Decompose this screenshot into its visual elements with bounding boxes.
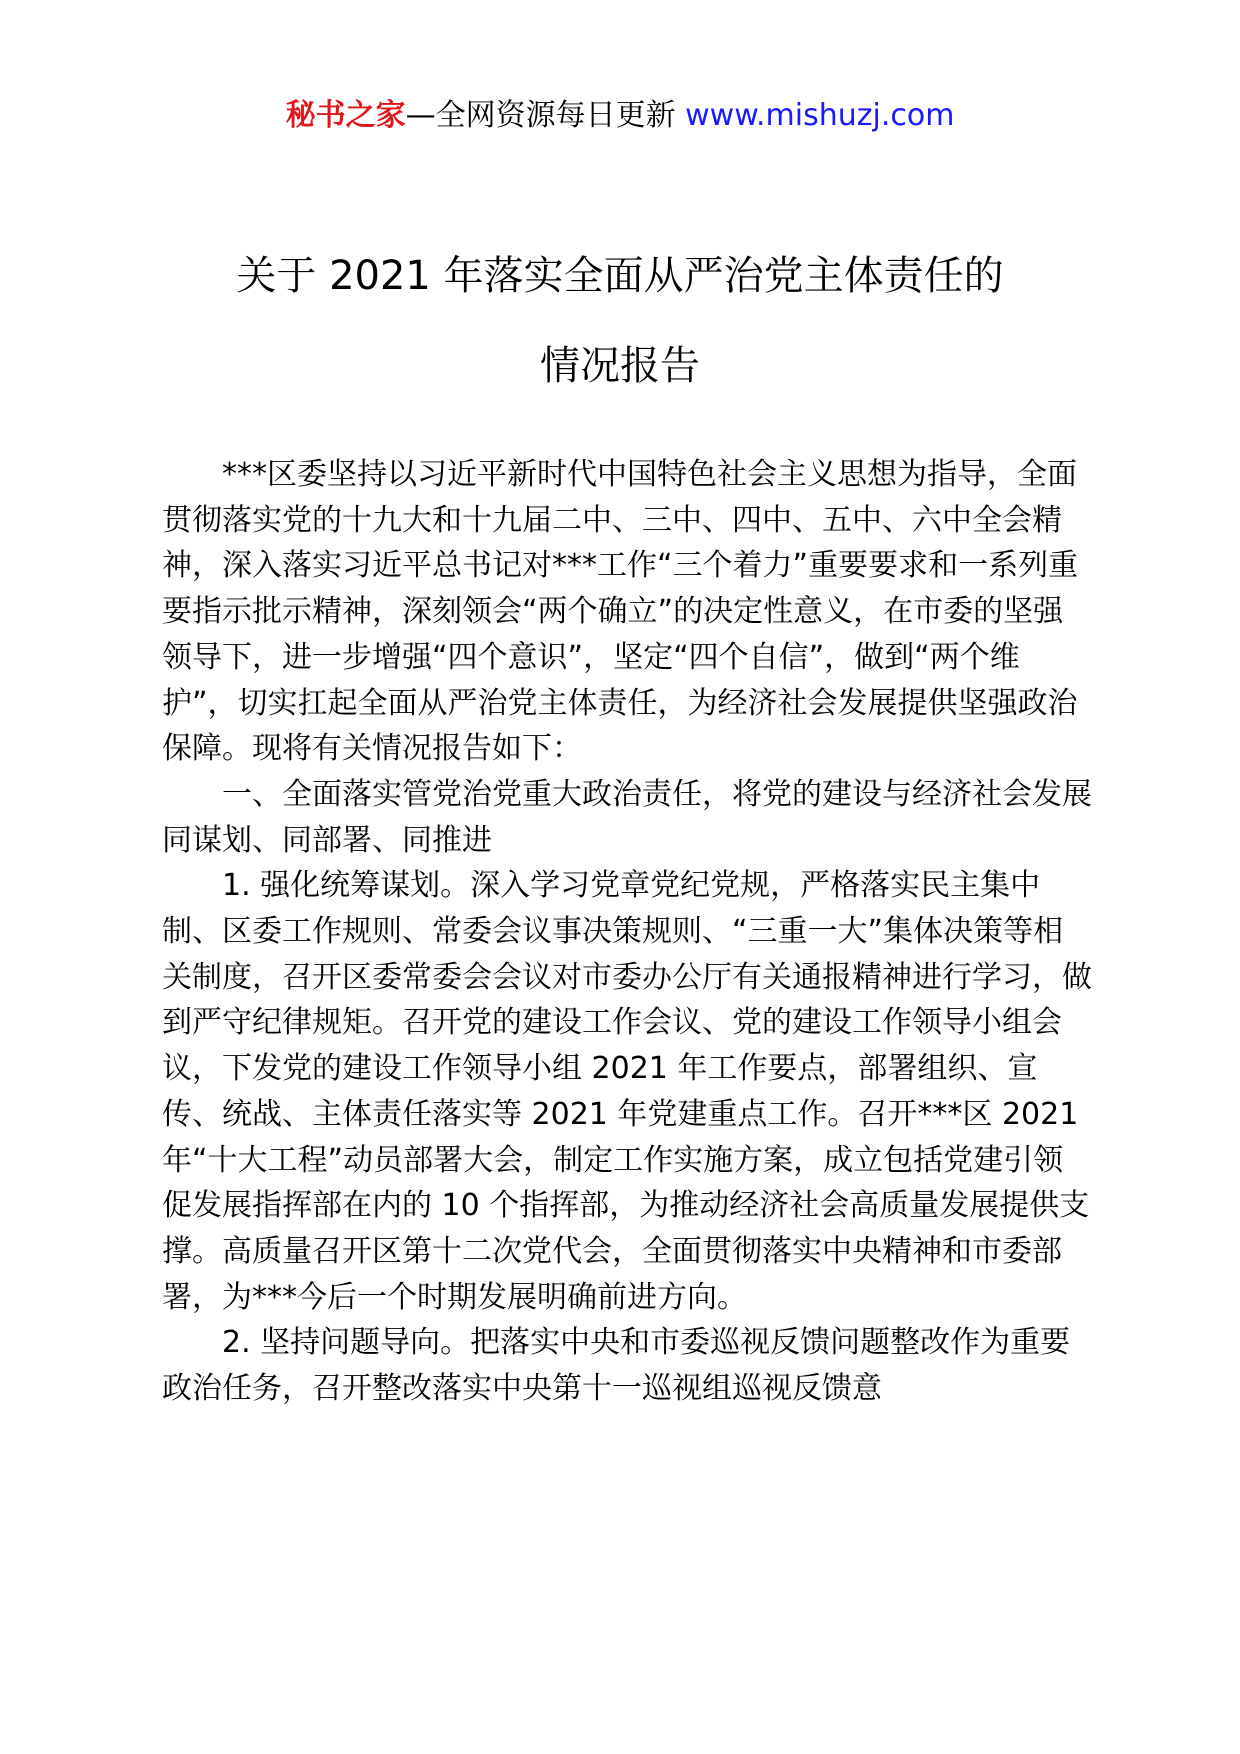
site-url-link[interactable]: www.mishuzj.com <box>685 98 955 133</box>
site-tagline: —全网资源每日更新 <box>405 98 676 133</box>
site-brand: 秘书之家 <box>285 98 406 133</box>
section-heading-1: 一、全面落实管党治党重大政治责任，将党的建设与经济社会发展同谋划、同部署、同推进 <box>162 776 1092 858</box>
document-body <box>162 452 1092 1412</box>
paragraph-item-2: 2. 坚持问题导向。把落实中央和市委巡视反馈问题整改作为重要政治任务，召开整改落实中央第十一巡视组巡视反馈意 <box>162 1325 1071 1407</box>
paragraph-item-1: 1. 强化统筹谋划。深入学习党章党纪党规，严格落实民主集中制、区委工作规则、常委会议事决策规则、“三重一大”集体决策等相关制度，召开区委常委会会议对市委办公厅有关通报精神进行学习，做到严守纪律规矩。召开党的建设工作会议、党的建设工作领导小组会议，下发党的建设工作领导小组 2021 年工作要点，部署组织、宣传、统战、主体责任落实等 2021 年党建重点工作。召开***区 2021 年“十大工程”动员部署大会，制定工作实施方案，成立包括党建引领促发展指挥部在内的 10 个指挥部，为推动经济社会高质量发展提供支撑。高质量召开区第十二次党代会，全面贯彻落实中央精神和市委部署，为***今后一个时期发展明确前进方向。 <box>162 868 1092 1315</box>
paragraph-intro: ***区委坚持以习近平新时代中国特色社会主义思想为指导，全面贯彻落实党的十九大和十九届二中、三中、四中、五中、六中全会精神，深入落实习近平总书记对***工作“三个着力”重要要求和一系列重要指示批示精神，深刻领会“两个确立”的决定性意义，在市委的坚强领导下，进一步增强“四个意识”，坚定“四个自信”，做到“两个维护”，切实扛起全面从严治党主体责任，为经济社会发展提供坚强政治保障。现将有关情况报告如下： <box>162 457 1079 767</box>
site-header <box>0 96 1240 136</box>
document-title-line-1: 关于 2021 年落实全面从严治党主体责任的 <box>236 253 1004 299</box>
document-title-line-2: 情况报告 <box>540 343 700 389</box>
